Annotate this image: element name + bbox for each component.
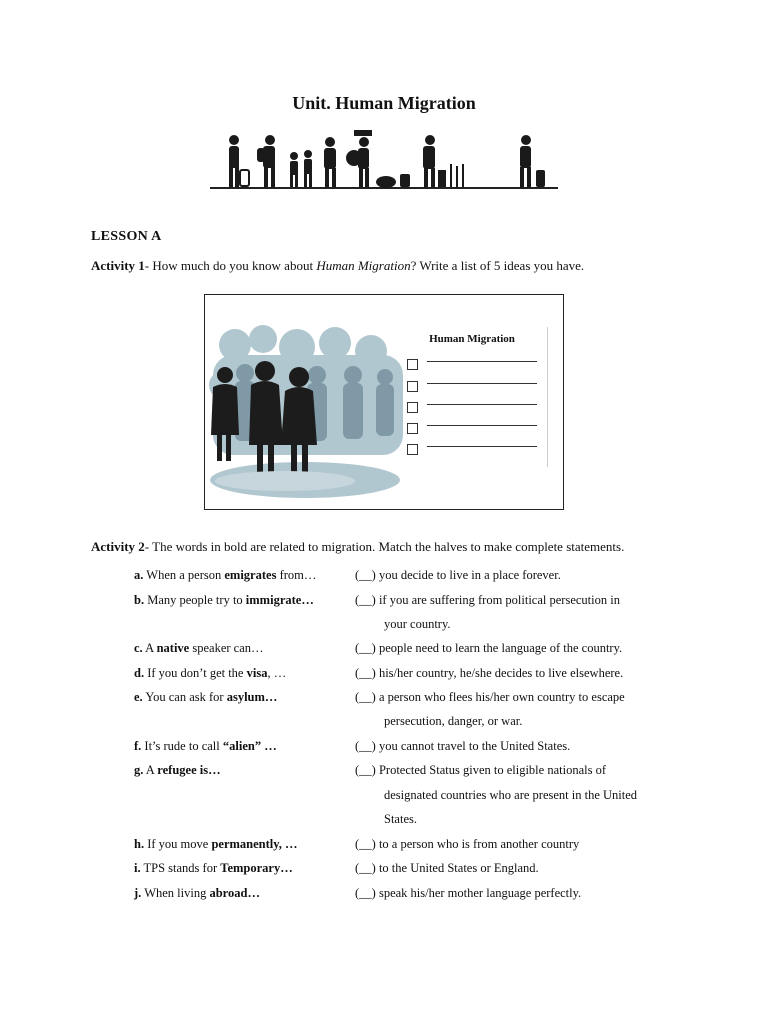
right-item-10 bbox=[355, 885, 581, 901]
right-item-3 bbox=[355, 640, 622, 656]
right-item-5-cont: persecution, danger, or war. bbox=[384, 714, 523, 728]
item-letter: b. bbox=[134, 593, 145, 607]
left-item-d bbox=[134, 665, 286, 681]
answer-blank[interactable]: (__) bbox=[355, 593, 376, 607]
ending-text: if you are suffering from political persecution in bbox=[378, 593, 620, 607]
answer-blank[interactable]: (__) bbox=[355, 886, 376, 900]
answer-blank[interactable]: (__) bbox=[355, 666, 376, 680]
item-bold-word: native bbox=[156, 641, 190, 655]
activity-2-text: - The words in bold are related to migration. Match the halves to make complete statements. bbox=[144, 539, 625, 554]
item-bold-word: permanently, … bbox=[211, 837, 298, 851]
activity-1-instruction bbox=[91, 258, 584, 274]
ending-text: to a person who is from another country bbox=[378, 837, 580, 851]
ending-text: to the United States or England. bbox=[378, 861, 539, 875]
item-text: A bbox=[142, 641, 157, 655]
right-item-7-cont: designated countries who are present in the United bbox=[384, 788, 638, 802]
answer-blank[interactable]: (__) bbox=[355, 763, 376, 777]
checkbox-icon bbox=[407, 402, 418, 413]
item-bold-word: asylum… bbox=[226, 690, 278, 704]
ending-text: speak his/her mother language perfectly. bbox=[378, 886, 582, 900]
left-item-j bbox=[134, 885, 260, 901]
item-letter: g. bbox=[134, 763, 144, 777]
item-letter: a. bbox=[134, 568, 144, 582]
right-item-9 bbox=[355, 860, 539, 876]
item-text: A bbox=[143, 763, 158, 777]
item-bold-word: Temporary… bbox=[220, 861, 293, 875]
item-text: When living bbox=[141, 886, 210, 900]
item-bold-word: visa bbox=[246, 666, 268, 680]
checkbox-icon bbox=[407, 381, 418, 392]
right-item-7 bbox=[355, 762, 606, 778]
ending-text: people need to learn the language of the country. bbox=[378, 641, 623, 655]
answer-blank[interactable]: (__) bbox=[355, 690, 376, 704]
item-text: speaker can… bbox=[189, 641, 264, 655]
checklist-line bbox=[427, 425, 537, 426]
item-text: , … bbox=[267, 666, 287, 680]
item-bold-word: “alien” … bbox=[222, 739, 277, 753]
item-letter: d. bbox=[134, 666, 145, 680]
item-letter: i. bbox=[134, 861, 141, 875]
checkbox-icon bbox=[407, 423, 418, 434]
answer-blank[interactable]: (__) bbox=[355, 861, 376, 875]
checklist-line bbox=[427, 383, 537, 384]
activity-1-italic: Human Migration bbox=[316, 258, 411, 273]
activity-1-label: Activity 1 bbox=[91, 258, 145, 273]
checklist-line bbox=[427, 446, 537, 447]
item-bold-word: immigrate… bbox=[245, 593, 314, 607]
activity-1-text-before: - How much do you know about bbox=[144, 258, 317, 273]
answer-blank[interactable]: (__) bbox=[355, 641, 376, 655]
item-letter: j. bbox=[134, 886, 142, 900]
item-text: from… bbox=[276, 568, 317, 582]
item-text: Many people try to bbox=[144, 593, 246, 607]
activity-1-text-after: ? Write a list of 5 ideas you have. bbox=[410, 258, 585, 273]
item-bold-word: refugee is… bbox=[157, 763, 221, 777]
checkbox-icon bbox=[407, 444, 418, 455]
checklist-card bbox=[403, 327, 548, 467]
ending-text: Protected Status given to eligible nationals of bbox=[378, 763, 606, 777]
answer-blank[interactable]: (__) bbox=[355, 739, 376, 753]
ending-text: you decide to live in a place forever. bbox=[378, 568, 561, 582]
item-letter: c. bbox=[134, 641, 143, 655]
left-item-e bbox=[134, 689, 277, 705]
right-item-6 bbox=[355, 738, 570, 754]
left-item-h bbox=[134, 836, 298, 852]
lesson-heading: LESSON A bbox=[91, 229, 162, 244]
right-item-1 bbox=[355, 567, 561, 583]
answer-blank[interactable]: (__) bbox=[355, 568, 376, 582]
left-item-c bbox=[134, 640, 264, 656]
item-text: It’s rude to call bbox=[141, 739, 223, 753]
left-item-a bbox=[134, 567, 316, 583]
ending-text: you cannot travel to the United States. bbox=[378, 739, 571, 753]
left-item-i bbox=[134, 860, 293, 876]
left-item-g bbox=[134, 762, 221, 778]
item-text: If you move bbox=[144, 837, 212, 851]
item-text: If you don’t get the bbox=[144, 666, 247, 680]
human-migration-image bbox=[204, 294, 564, 510]
item-bold-word: emigrates bbox=[224, 568, 277, 582]
right-item-2 bbox=[355, 592, 620, 608]
item-letter: h. bbox=[134, 837, 145, 851]
ending-text: a person who flees his/her own country to escape bbox=[378, 690, 625, 704]
right-item-8 bbox=[355, 836, 579, 852]
migration-banner-illustration bbox=[208, 128, 560, 192]
item-text: When a person bbox=[143, 568, 225, 582]
right-item-5 bbox=[355, 689, 625, 705]
item-letter: e. bbox=[134, 690, 143, 704]
right-item-2-cont: your country. bbox=[384, 617, 451, 631]
left-item-b bbox=[134, 592, 314, 608]
item-bold-word: abroad… bbox=[209, 886, 260, 900]
checklist-line bbox=[427, 404, 537, 405]
right-item-7-cont2: States. bbox=[384, 812, 417, 826]
item-letter: f. bbox=[134, 739, 142, 753]
left-item-f bbox=[134, 738, 277, 754]
checklist-line bbox=[427, 361, 537, 362]
page-title: Unit. Human Migration bbox=[292, 93, 476, 113]
item-text: TPS stands for bbox=[140, 861, 221, 875]
ending-text: his/her country, he/she decides to live elsewhere. bbox=[378, 666, 624, 680]
item-text: You can ask for bbox=[142, 690, 227, 704]
activity-2-label: Activity 2 bbox=[91, 539, 145, 554]
checkbox-icon bbox=[407, 359, 418, 370]
answer-blank[interactable]: (__) bbox=[355, 837, 376, 851]
activity-2-instruction bbox=[91, 539, 624, 555]
checklist-card-title: Human Migration bbox=[429, 333, 515, 345]
right-item-4 bbox=[355, 665, 623, 681]
